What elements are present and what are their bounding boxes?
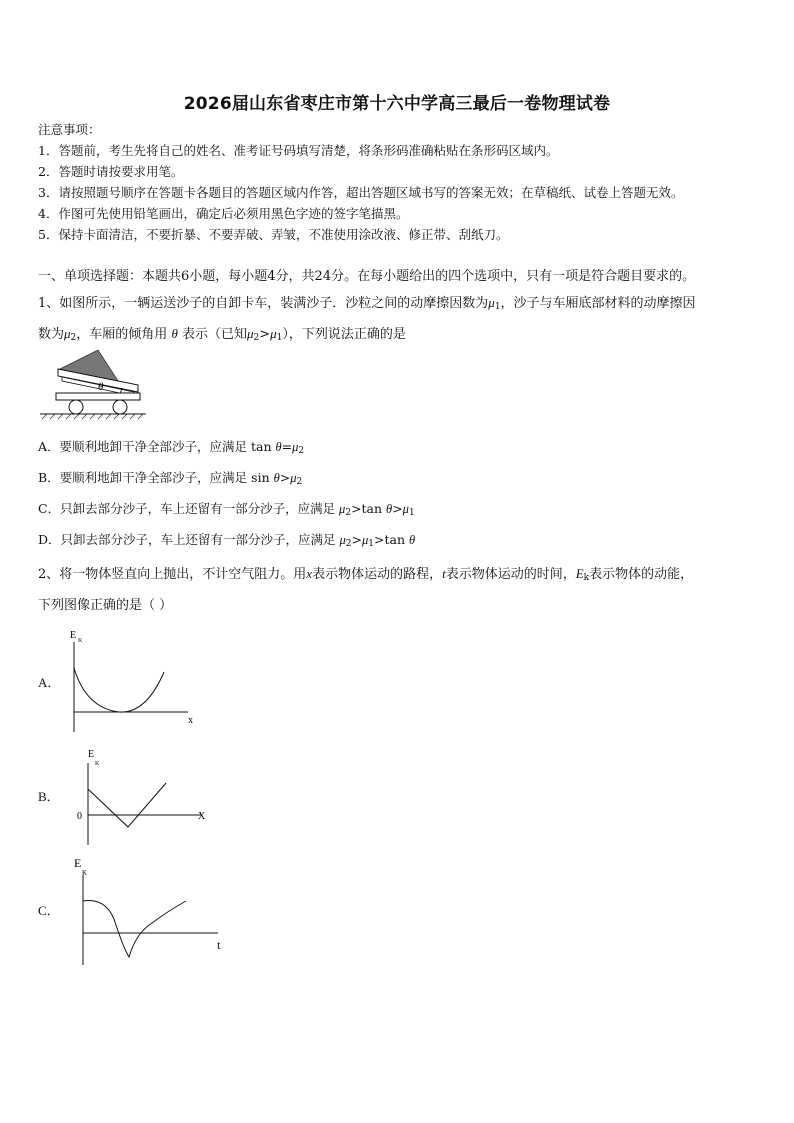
q2-text: 表示物体的动能， (589, 567, 694, 582)
graph-b-label[interactable]: B． (38, 789, 60, 804)
q1-text: > (259, 327, 271, 342)
theta-symbol: θ (386, 502, 393, 516)
graph-b-x-label: X (198, 811, 206, 822)
q1-text: 1、如图所示，一辆运送沙子的自卸卡车，装满沙子．沙粒之间的动摩擦因数为 (38, 296, 489, 311)
truck-wheel-rear (69, 400, 83, 414)
mu-symbol: μ (290, 471, 297, 485)
option-text: >tan (374, 532, 409, 547)
mu-subscript: 2 (298, 446, 305, 456)
mu-symbol: μ (292, 440, 299, 454)
truck-wheel-front (113, 400, 127, 414)
mu-subscript: 2 (345, 508, 352, 518)
graph-a-x-label: x (188, 715, 193, 726)
graph-b-line (88, 783, 166, 827)
notice-item-4: 4．作图可先使用铅笔画出，确定后必须用黑色字迹的签字笔描黑。 (38, 206, 409, 221)
option-text: > (351, 532, 362, 547)
mu-subscript: 1 (494, 302, 501, 312)
mu-symbol: μ (488, 295, 495, 310)
question-1-line-1 (38, 292, 696, 312)
option-text: >tan (351, 501, 387, 516)
q1-text: ，车厢的倾角用 (76, 327, 168, 342)
theta-symbol: θ (409, 533, 416, 547)
t-symbol: t (442, 566, 446, 581)
q2-text: 表示物体运动的时间， (445, 567, 576, 582)
mu-subscript: 1 (368, 539, 375, 549)
page-title: 2026届山东省枣庄市第十六中学高三最后一卷物理试卷 (183, 94, 611, 114)
mu-symbol: μ (339, 502, 346, 516)
q1-option-d[interactable] (38, 530, 415, 549)
mu-symbol: μ (246, 326, 254, 341)
graph-b-y-sub: K (95, 761, 100, 767)
graph-a-y-sub: K (78, 638, 83, 644)
mu-symbol: μ (362, 533, 369, 547)
notice-heading: 注意事项： (38, 122, 101, 137)
graph-c-y-label: E (74, 856, 82, 870)
option-text: > (392, 501, 403, 516)
graph-a-curve (74, 668, 164, 712)
graph-a (64, 628, 204, 734)
x-symbol: x (306, 566, 313, 581)
ground-hatching (42, 414, 143, 419)
notice-item-1: 1．答题前，考生先将自己的姓名、准考证号码填写清楚，将条形码准确粘贴在条形码区域内。 (38, 143, 559, 158)
theta-symbol: θ (275, 440, 282, 454)
truck-chassis (56, 393, 140, 400)
q1-text: 数为 (38, 327, 65, 342)
mu-symbol: μ (64, 326, 71, 341)
q1-text: ），下列说法正确的是 (282, 327, 406, 342)
mu-subscript: 1 (408, 508, 415, 518)
graph-c-label[interactable]: C． (38, 903, 60, 918)
graph-b-origin-label: 0 (77, 811, 82, 822)
mu-subscript: 2 (296, 477, 303, 487)
question-1-line-2 (38, 323, 406, 343)
question-2-line-2: 下列图像正确的是（ ） (38, 598, 173, 613)
notice-item-5: 5．保持卡面清洁，不要折暴、不要弄破、弄皱，不准使用涂改液、修正带、刮纸刀。 (38, 227, 509, 242)
option-text: B．要顺利地卸干净全部沙子，应满足 sin (38, 470, 274, 485)
option-text: A．要顺利地卸干净全部沙子，应满足 tan (38, 439, 276, 454)
ek-subscript: k (583, 573, 590, 583)
graph-c-y-sub: K (82, 869, 88, 877)
option-text: D．只卸去部分沙子，车上还留有一部分沙子，应满足 (38, 532, 340, 547)
question-2-line-1 (38, 563, 693, 583)
option-text: > (279, 470, 291, 485)
option-text: = (281, 439, 293, 454)
mu-subscript: 2 (70, 333, 77, 343)
q2-text: 2、将一物体竖直向上抛出，不计空气阻力。用 (38, 567, 307, 582)
theta-symbol: θ (273, 471, 280, 485)
graph-a-y-label: E (70, 630, 77, 641)
q1-option-c[interactable] (38, 499, 415, 518)
graph-b-y-label: E (88, 749, 95, 760)
mu-subscript: 2 (253, 333, 260, 343)
mu-subscript: 1 (276, 333, 283, 343)
graph-b (70, 745, 210, 849)
section-heading: 一、单项选择题：本题共6小题，每小题4分，共24分。在每小题给出的四个选项中，只有一项是符合题目要求的。 (38, 269, 696, 284)
graph-c-x-label: t (217, 938, 221, 952)
ek-symbol: E (575, 566, 584, 581)
mu-symbol: μ (270, 326, 277, 341)
graph-a-label[interactable]: A． (38, 675, 61, 690)
q1-text: ，沙子与车厢底部材料的动摩擦因 (500, 296, 696, 311)
mu-symbol: μ (402, 502, 409, 516)
q1-text: 表示（已知 (181, 327, 247, 342)
graph-c-curve (83, 901, 186, 958)
mu-subscript: 2 (345, 539, 352, 549)
q1-option-a[interactable] (38, 437, 304, 456)
angle-label: θ (98, 381, 104, 393)
q1-option-b[interactable] (38, 468, 302, 487)
q2-text: 表示物体运动的路程， (312, 567, 443, 582)
graph-c (70, 853, 230, 969)
notice-item-3: 3．请按照题号顺序在答题卡各题目的答题区域内作答，超出答题区域书写的答案无效；在草稿纸、试卷上答题无效。 (38, 185, 684, 200)
option-text: C．只卸去部分沙子，车上还留有一部分沙子，应满足 (38, 501, 340, 516)
mu-symbol: μ (339, 533, 346, 547)
notice-item-2: 2．答题时请按要求用笔。 (38, 164, 184, 179)
dump-truck-figure (38, 347, 150, 422)
theta-symbol: θ (171, 326, 178, 341)
